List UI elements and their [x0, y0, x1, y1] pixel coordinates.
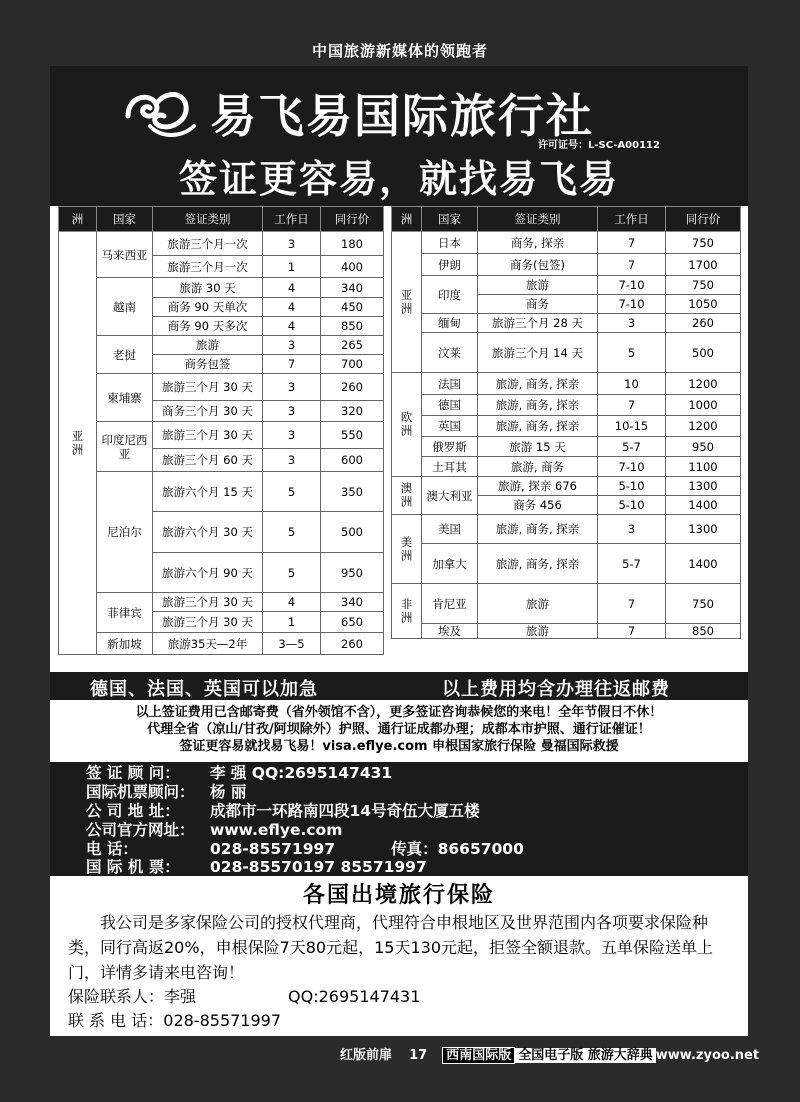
expedite-banner	[50, 672, 748, 700]
column-header: 同行价	[666, 207, 741, 232]
table-row	[392, 477, 741, 496]
price-cell: 1400	[666, 496, 741, 515]
workdays-cell: 7-10	[598, 457, 666, 477]
workdays-cell: 3	[263, 374, 321, 401]
workdays-cell: 1	[263, 612, 321, 633]
price-cell: 1200	[666, 416, 741, 437]
price-cell: 750	[666, 584, 741, 624]
visa-table-right	[391, 206, 741, 639]
visa-type-cell: 旅游三个月一次	[153, 232, 263, 256]
table-row	[392, 416, 741, 437]
country-cell: 埃及	[422, 624, 478, 639]
column-header: 同行价	[321, 207, 384, 232]
column-header: 签证类别	[478, 207, 598, 232]
column-header: 工作日	[598, 207, 666, 232]
region-cell: 欧洲	[392, 373, 422, 477]
workdays-cell: 5-10	[598, 496, 666, 515]
workdays-cell: 4	[263, 317, 321, 336]
expedite-note: 德国、法国、英国可以加急	[90, 679, 318, 700]
region-cell: 澳洲	[392, 477, 422, 515]
country-cell: 老挝	[97, 336, 153, 374]
visa-type-cell: 旅游三个月 60 天	[153, 449, 263, 472]
intl-ticket-value: 028-85570197 85571997	[210, 858, 427, 876]
table-row	[59, 472, 384, 512]
workdays-cell: 3	[598, 515, 666, 544]
price-cell: 1300	[666, 477, 741, 496]
address-label: 公 司 地 址：	[86, 802, 180, 820]
price-cell: 265	[321, 336, 384, 355]
workdays-cell: 7	[598, 584, 666, 624]
visa-type-cell: 商务 456	[478, 496, 598, 515]
workdays-cell: 3	[263, 401, 321, 422]
region-cell: 亚洲	[392, 232, 422, 373]
insurance-phone-row	[68, 1008, 281, 1031]
notes-block	[50, 704, 748, 755]
insurance-qq: QQ:2695147431	[288, 987, 421, 1006]
workdays-cell: 5	[263, 472, 321, 512]
country-cell: 肯尼亚	[422, 584, 478, 624]
country-cell: 美国	[422, 515, 478, 544]
column-header: 签证类别	[153, 207, 263, 232]
column-header: 洲	[59, 207, 97, 232]
price-cell: 600	[321, 449, 384, 472]
table-row	[392, 254, 741, 276]
country-cell: 印度	[422, 276, 478, 314]
intl-ticket-label: 国 际 机 票：	[86, 858, 180, 876]
table-row	[392, 232, 741, 254]
price-cell: 340	[321, 593, 384, 612]
footer-section: 红版前扉	[340, 1048, 393, 1063]
slogan: 签证更容易，就找易飞易	[178, 157, 619, 201]
consultant-value: 李 强 QQ:2695147431	[210, 764, 393, 782]
price-cell: 1100	[666, 457, 741, 477]
visa-type-cell: 旅游, 商务, 探亲	[478, 373, 598, 395]
column-header: 国家	[422, 207, 478, 232]
region-cell: 美洲	[392, 515, 422, 584]
workdays-cell: 4	[263, 298, 321, 317]
visa-table-left	[58, 206, 384, 655]
note-line: 签证更容易就找易飞易！visa.eflye.com 申根国家旅行保险 曼福国际救援	[179, 739, 619, 754]
price-cell: 180	[321, 232, 384, 256]
intl-ticket-row	[86, 858, 427, 877]
visa-type-cell: 旅游三个月 30 天	[153, 374, 263, 401]
column-header: 国家	[97, 207, 153, 232]
consultant-row	[86, 764, 392, 783]
visa-type-cell: 商务, 探亲	[478, 232, 598, 254]
agency-name: 易飞易国际旅行社	[210, 89, 594, 143]
visa-type-cell: 旅游六个月 90 天	[153, 553, 263, 593]
website-row	[86, 821, 342, 840]
visa-type-cell: 旅游三个月 30 天	[153, 593, 263, 612]
visa-type-cell: 旅游	[478, 276, 598, 295]
visa-type-cell: 旅游	[478, 624, 598, 639]
workdays-cell: 7	[598, 395, 666, 416]
insurance-phone-label: 联 系 电 话：	[68, 1011, 164, 1030]
country-cell: 柬埔寨	[97, 374, 153, 422]
visa-type-cell: 旅游六个月 30 天	[153, 512, 263, 553]
visa-type-cell: 旅游 30 天	[153, 278, 263, 298]
note-line: 以上签证费用已含邮寄费（省外领馆不含），更多签证咨询恭候您的来电！全年节假日不休！	[135, 705, 663, 720]
table-row	[392, 395, 741, 416]
workdays-cell: 5-7	[598, 544, 666, 584]
address-row	[86, 802, 480, 821]
country-cell: 日本	[422, 232, 478, 254]
footer-edition: 西南国际版	[442, 1047, 515, 1064]
country-cell: 越南	[97, 278, 153, 336]
workdays-cell: 3	[263, 232, 321, 256]
price-cell: 750	[666, 276, 741, 295]
price-cell: 320	[321, 401, 384, 422]
country-cell: 澳大利亚	[422, 477, 478, 515]
visa-type-cell: 商务 90 天多次	[153, 317, 263, 336]
phone-label: 电 话：	[86, 840, 138, 858]
visa-type-cell: 商务三个月 30 天	[153, 401, 263, 422]
table-row	[59, 633, 384, 655]
phone-value: 028-85571997	[210, 840, 336, 858]
table-row	[392, 333, 741, 373]
workdays-cell: 7	[598, 232, 666, 254]
visa-type-cell: 旅游, 商务, 探亲	[478, 515, 598, 544]
note-line: 代理全省（凉山/甘孜/阿坝除外）护照、通行证成都办理；成都本市护照、通行证催证！	[147, 722, 651, 737]
table-row	[59, 374, 384, 401]
workdays-cell: 7	[598, 254, 666, 276]
workdays-cell: 5-10	[598, 477, 666, 496]
table-row	[392, 515, 741, 544]
column-header: 工作日	[263, 207, 321, 232]
table-row	[392, 457, 741, 477]
ticket-consultant-label: 国际机票顾问：	[86, 783, 195, 801]
visa-type-cell: 旅游六个月 15 天	[153, 472, 263, 512]
header-banner	[50, 66, 748, 206]
price-cell: 260	[321, 633, 384, 655]
table-row	[392, 584, 741, 624]
ticket-consultant-row	[86, 783, 246, 802]
price-cell: 700	[321, 355, 384, 374]
website-label: 公司官方网址：	[86, 821, 195, 839]
visa-type-cell: 旅游 15 天	[478, 437, 598, 457]
table-row	[59, 593, 384, 612]
country-cell: 菲律宾	[97, 593, 153, 633]
region-cell: 非洲	[392, 584, 422, 639]
price-cell: 400	[321, 256, 384, 278]
country-cell: 德国	[422, 395, 478, 416]
swirl-logo-icon	[120, 86, 200, 142]
country-cell: 印度尼西亚	[97, 422, 153, 472]
table-row	[392, 276, 741, 295]
insurance-body: 我公司是多家保险公司的授权代理商，代理符合申根地区及世界范围内各项要求保险种类，同行高返20%，申根保险7天80元起，15天130元起，拒签全额退款。五单保险送单上门，详情多请来电咨询！	[68, 913, 714, 982]
insurance-phone-value: 028-85571997	[163, 1011, 282, 1030]
workdays-cell: 3	[263, 422, 321, 449]
country-cell: 土耳其	[422, 457, 478, 477]
price-cell: 950	[321, 553, 384, 593]
table-row	[59, 278, 384, 298]
column-header: 洲	[392, 207, 422, 232]
visa-type-cell: 旅游三个月 30 天	[153, 422, 263, 449]
page-footer	[340, 1044, 759, 1063]
footer-description: 全国电子版 旅游大辞典	[515, 1048, 656, 1063]
price-cell: 1050	[666, 295, 741, 314]
price-cell: 260	[666, 314, 741, 333]
table-row	[59, 336, 384, 355]
table-row	[392, 624, 741, 639]
country-cell: 法国	[422, 373, 478, 395]
tagline: 中国旅游新媒体的领跑者	[311, 42, 488, 60]
country-cell: 缅甸	[422, 314, 478, 333]
price-cell: 500	[666, 333, 741, 373]
workdays-cell: 10-15	[598, 416, 666, 437]
insurance-contact-label: 保险联系人：	[68, 987, 165, 1006]
price-cell: 1300	[666, 515, 741, 544]
visa-type-cell: 旅游, 商务, 探亲	[478, 416, 598, 437]
workdays-cell: 7-10	[598, 276, 666, 295]
visa-type-cell: 旅游	[478, 584, 598, 624]
address-value: 成都市一环路南四段14号奇伍大厦五楼	[210, 802, 480, 820]
price-cell: 650	[321, 612, 384, 633]
visa-type-cell: 旅游35天—2年	[153, 633, 263, 655]
price-cell: 1400	[666, 544, 741, 584]
workdays-cell: 4	[263, 278, 321, 298]
price-cell: 850	[321, 317, 384, 336]
visa-type-cell: 商务包签	[153, 355, 263, 374]
website-link[interactable]: www.eflye.com	[210, 821, 343, 839]
table-row	[59, 422, 384, 449]
workdays-cell: 5-7	[598, 437, 666, 457]
visa-type-cell: 旅游	[153, 336, 263, 355]
visa-type-cell: 旅游三个月 30 天	[153, 612, 263, 633]
workdays-cell: 3	[598, 314, 666, 333]
country-cell: 加拿大	[422, 544, 478, 584]
price-cell: 850	[666, 624, 741, 639]
country-cell: 新加坡	[97, 633, 153, 655]
contact-panel	[50, 762, 748, 876]
price-cell: 950	[666, 437, 741, 457]
visa-type-cell: 商务(包签)	[478, 254, 598, 276]
visa-type-cell: 商务 90 天单次	[153, 298, 263, 317]
table-row	[392, 373, 741, 395]
country-cell: 汶莱	[422, 333, 478, 373]
table-row	[392, 437, 741, 457]
table-header-row	[59, 207, 384, 232]
consultant-label: 签 证 顾 问：	[86, 764, 180, 782]
workdays-cell: 7	[263, 355, 321, 374]
phone-row	[86, 840, 524, 859]
price-cell: 1200	[666, 373, 741, 395]
visa-type-cell: 旅游三个月 28 天	[478, 314, 598, 333]
country-cell: 马来西亚	[97, 232, 153, 278]
insurance-title: 各国出境旅行保险	[302, 883, 495, 908]
country-cell: 尼泊尔	[97, 472, 153, 593]
postage-note: 以上费用均含办理往返邮费	[442, 679, 670, 700]
workdays-cell: 1	[263, 256, 321, 278]
visa-type-cell: 旅游三个月一次	[153, 256, 263, 278]
visa-type-cell: 旅游, 商务, 探亲	[478, 395, 598, 416]
fax-value: 86657000	[437, 840, 524, 858]
workdays-cell: 5	[263, 553, 321, 593]
country-cell: 俄罗斯	[422, 437, 478, 457]
table-row	[392, 544, 741, 584]
price-cell: 1000	[666, 395, 741, 416]
price-cell: 550	[321, 422, 384, 449]
price-cell: 1700	[666, 254, 741, 276]
workdays-cell: 3—5	[263, 633, 321, 655]
country-cell: 伊朗	[422, 254, 478, 276]
visa-type-cell: 旅游, 商务	[478, 457, 598, 477]
workdays-cell: 10	[598, 373, 666, 395]
insurance-contact-row	[68, 984, 420, 1007]
insurance-contact-name: 李强	[164, 987, 197, 1006]
workdays-cell: 3	[263, 336, 321, 355]
license-number: 许可证号：L-SC-A00112	[538, 140, 660, 151]
workdays-cell: 3	[263, 449, 321, 472]
table-header-row	[392, 207, 741, 232]
fax-label: 传真：	[391, 840, 438, 858]
workdays-cell: 5	[263, 512, 321, 553]
region-cell: 亚洲	[59, 232, 97, 655]
price-cell: 450	[321, 298, 384, 317]
footer-page-number: 17	[409, 1048, 428, 1063]
visa-type-cell: 旅游, 探亲 676	[478, 477, 598, 496]
price-cell: 500	[321, 512, 384, 553]
ticket-consultant-value: 杨 丽	[210, 783, 247, 801]
table-row	[392, 314, 741, 333]
table-row	[59, 232, 384, 256]
price-cell: 750	[666, 232, 741, 254]
visa-type-cell: 旅游三个月 14 天	[478, 333, 598, 373]
workdays-cell: 7-10	[598, 295, 666, 314]
workdays-cell: 4	[263, 593, 321, 612]
country-cell: 英国	[422, 416, 478, 437]
workdays-cell: 5	[598, 333, 666, 373]
advert-card	[50, 66, 748, 1036]
footer-site-link[interactable]: www.zyoo.net	[655, 1048, 760, 1063]
price-cell: 340	[321, 278, 384, 298]
visa-type-cell: 商务	[478, 295, 598, 314]
visa-type-cell: 旅游, 商务, 探亲	[478, 544, 598, 584]
workdays-cell: 7	[598, 624, 666, 639]
price-cell: 260	[321, 374, 384, 401]
price-cell: 350	[321, 472, 384, 512]
